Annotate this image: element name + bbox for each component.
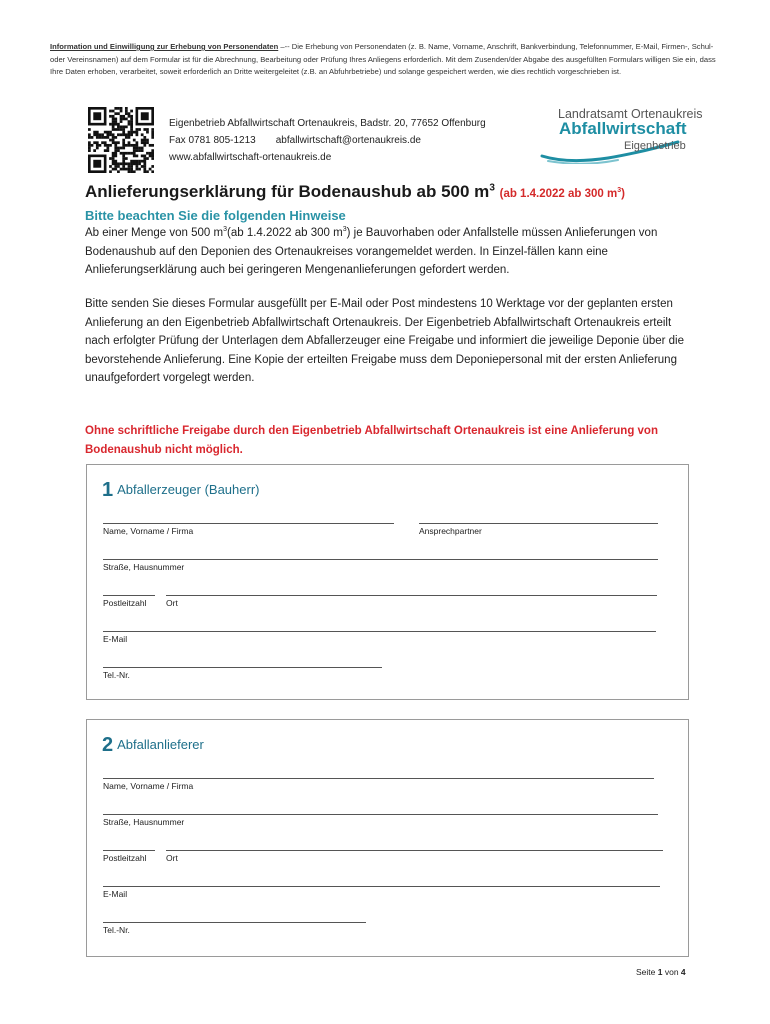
deliverer-zip-field[interactable] (103, 850, 155, 863)
producer-contact-field[interactable] (419, 523, 658, 536)
field-label: Postleitzahl (103, 598, 147, 608)
field-label: Ort (166, 853, 178, 863)
contact-block (169, 115, 486, 166)
field-label: Straße, Hausnummer (103, 562, 185, 572)
section-number: 1 (102, 479, 114, 501)
contact-fax: Fax 0781 805-1213 (169, 135, 256, 146)
contact-email-link[interactable]: abfallwirtschaft@ortenaukreis.de (275, 135, 421, 146)
field-label: Tel.-Nr. (103, 925, 130, 935)
privacy-text: –-- Die Erhebung von Personendaten (z. B. Name, Vorname, Anschrift, Bankverbindung, Telefonnummer, E-Mail, Firmen-, Schul- oder Vereinsnamen) auf dem Formular ist für die Abrechnung, Bearbeitung oder Prüfung Ihres Anliegens erforderlich. Mit dem Zusenden/der Abgabe des ausgefüllten Formulars willigen Sie ein, dass Ihre Daten erhoben, verarbeitet, soweit erforderlich an Dritte weitergeleitet (z.B. an Abfuhrbetriebe) und solange gespeichert werden, wie dies rechtlich vorgeschrieben ist. (50, 42, 716, 77)
field-label: Ort (166, 598, 178, 608)
title-main: Anlieferungserklärung für Bodenaushub ab 500 m (85, 182, 490, 201)
field-label: E-Mail (103, 634, 128, 644)
producer-phone-field[interactable] (103, 667, 382, 680)
page-number: Seite 1 von 4 (636, 967, 686, 977)
deliverer-name-field[interactable] (103, 778, 654, 791)
paragraph-procedure: Bitte senden Sie dieses Formular ausgefüllt per E-Mail oder Post mindestens 10 Werktage vor der geplanten ersten Anlieferung an den Eigenbetrieb Abfallwirtschaft Ortenaukreis. Der Eigenbetrieb Abfallwirtschaft Ortenaukreis erteilt nach erfolgter Prüfung der Unterlagen dem Abfallerzeuger eine Freigabe und informiert die jeweilige Deponie über die bevorstehende Anlieferung. Eine Kopie der erteilten Freigabe muss dem Deponiepersonal mit der ersten Anlieferung unaufgefordert vorgelegt werden. (85, 298, 684, 384)
warning-text: Ohne schriftliche Freigabe durch den Eigenbetrieb Abfallwirtschaft Ortenaukreis ist eine Anlieferung von Bodenaushub nicht möglich. (85, 425, 658, 456)
field-label: Postleitzahl (103, 853, 147, 863)
section-number: 2 (102, 734, 114, 756)
privacy-heading: Information und Einwilligung zur Erhebung von Personendaten (50, 42, 279, 51)
title-date-note: (ab 1.4.2022 ab 300 $m^3$) (499, 187, 625, 200)
producer-zip-field[interactable] (103, 595, 155, 608)
contact-address: Eigenbetrieb Abfallwirtschaft Ortenaukreis, Badstr. 20, 77652 Offenburg (169, 118, 486, 129)
section-deliverer (86, 719, 689, 957)
section-producer (86, 464, 689, 700)
section-producer-header (102, 479, 259, 502)
producer-email-field[interactable] (103, 631, 656, 644)
field-label: Name, Vorname / Firma (103, 526, 194, 536)
section-title: Abfallerzeuger (Bauherr) (117, 482, 260, 497)
field-label: E-Mail (103, 889, 128, 899)
organization-logo (538, 106, 703, 164)
paragraph-requirement: Ab einer Menge von 500 $m^3(ab$ 1.4.2022 ab 300 $m^3$) je Bauvorhaben oder Anfallstelle müssen Anlieferungen von Bodenaushub auf den Deponien des Ortenaukreises vorangemeldet werden. In Einzel-fällen kann eine Anlieferungserklärung auch bei geringeren Mengenanlieferungen gefordert werden. (85, 226, 658, 276)
logo-line-1: Landratsamt Ortenaukreis (558, 107, 703, 121)
hints-heading: Bitte beachten Sie die folgenden Hinweise (85, 208, 346, 223)
producer-city-field[interactable] (166, 595, 657, 608)
section-deliverer-header (102, 734, 204, 757)
contact-fax-email-row (169, 132, 486, 149)
producer-name-field[interactable] (103, 523, 394, 536)
field-label: Straße, Hausnummer (103, 817, 185, 827)
deliverer-phone-field[interactable] (103, 922, 366, 935)
contact-website-link[interactable]: www.abfallwirtschaft-ortenaukreis.de (169, 152, 332, 163)
privacy-notice (50, 41, 726, 79)
deliverer-city-field[interactable] (166, 850, 663, 863)
field-label: Tel.-Nr. (103, 670, 130, 680)
deliverer-street-field[interactable] (103, 814, 658, 827)
producer-street-field[interactable] (103, 559, 658, 572)
page-title (85, 182, 625, 202)
title-sup: 3 (489, 182, 495, 194)
logo-line-3: Eigenbetrieb (624, 140, 686, 152)
qr-code-icon (88, 107, 154, 173)
section-title: Abfallanlieferer (117, 737, 204, 752)
logo-line-2: Abfallwirtschaft (559, 119, 687, 138)
field-label: Ansprechpartner (419, 526, 482, 536)
field-label: Name, Vorname / Firma (103, 781, 194, 791)
deliverer-email-field[interactable] (103, 886, 660, 899)
